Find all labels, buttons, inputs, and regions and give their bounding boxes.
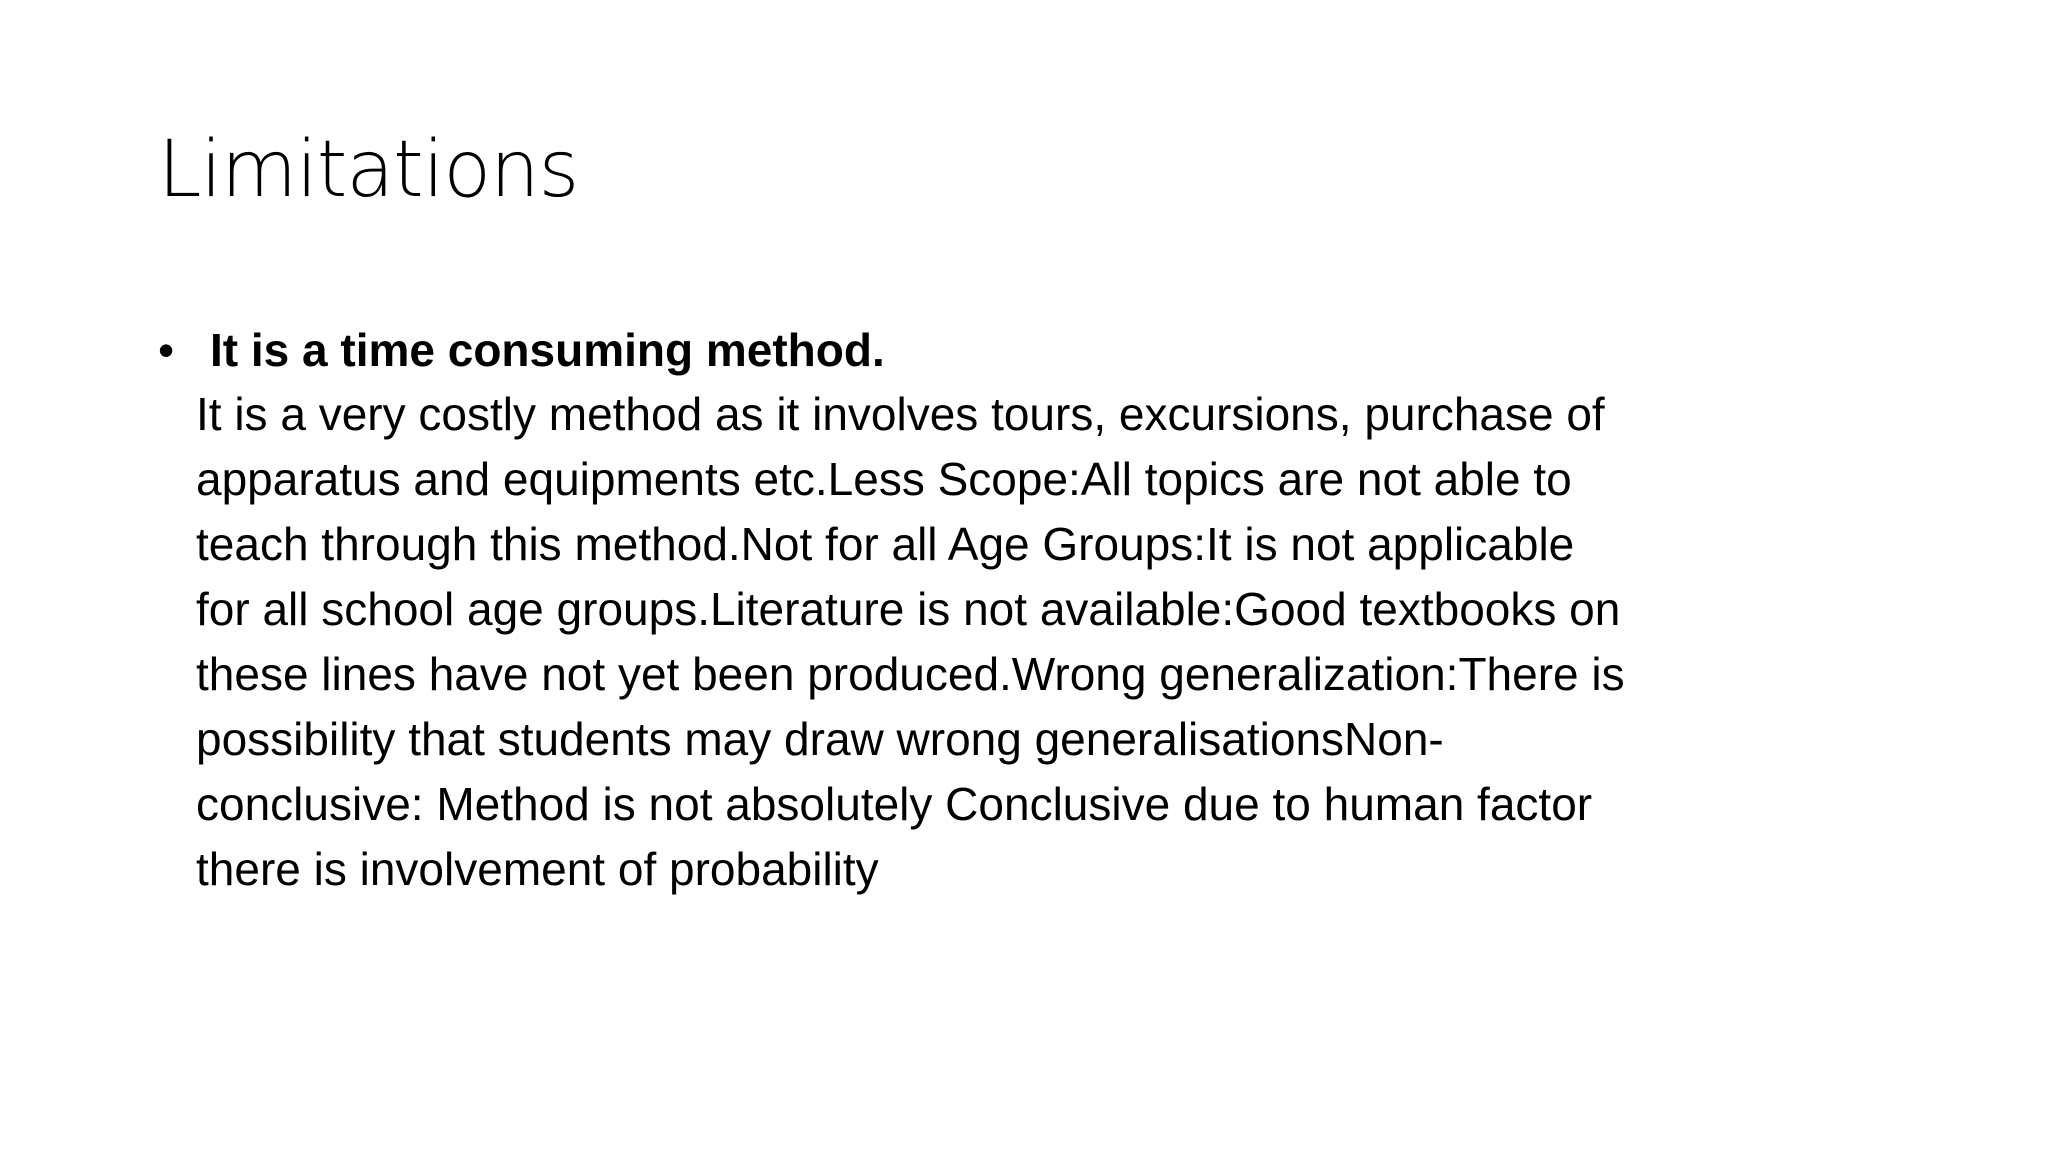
body-line: teach through this method.Not for all Age Groups:It is not applicable (196, 518, 1575, 570)
body-line: these lines have not yet been produced.Wrong generalization:There is (196, 648, 1625, 700)
body-line: there is involvement of probability (196, 843, 879, 895)
body-line: It is a very costly method as it involves tours, excursions, purchase of (196, 388, 1605, 440)
body-line: possibility that students may draw wrong generalisationsNon- (196, 713, 1444, 765)
body-line: conclusive: Method is not absolutely Conclusive due to human factor (196, 778, 1593, 830)
slide-title: Limitations (158, 125, 579, 215)
bullet-item (158, 318, 1918, 902)
bullet-list (158, 318, 1918, 902)
bullet-dot-icon: • (158, 324, 175, 376)
bullet-body (196, 382, 1918, 902)
bullet-heading: It is a time consuming method. (210, 324, 885, 376)
body-line: for all school age groups.Literature is not available:Good textbooks on (196, 583, 1621, 635)
body-line: apparatus and equipments etc.Less Scope:All topics are not able to (196, 453, 1572, 505)
